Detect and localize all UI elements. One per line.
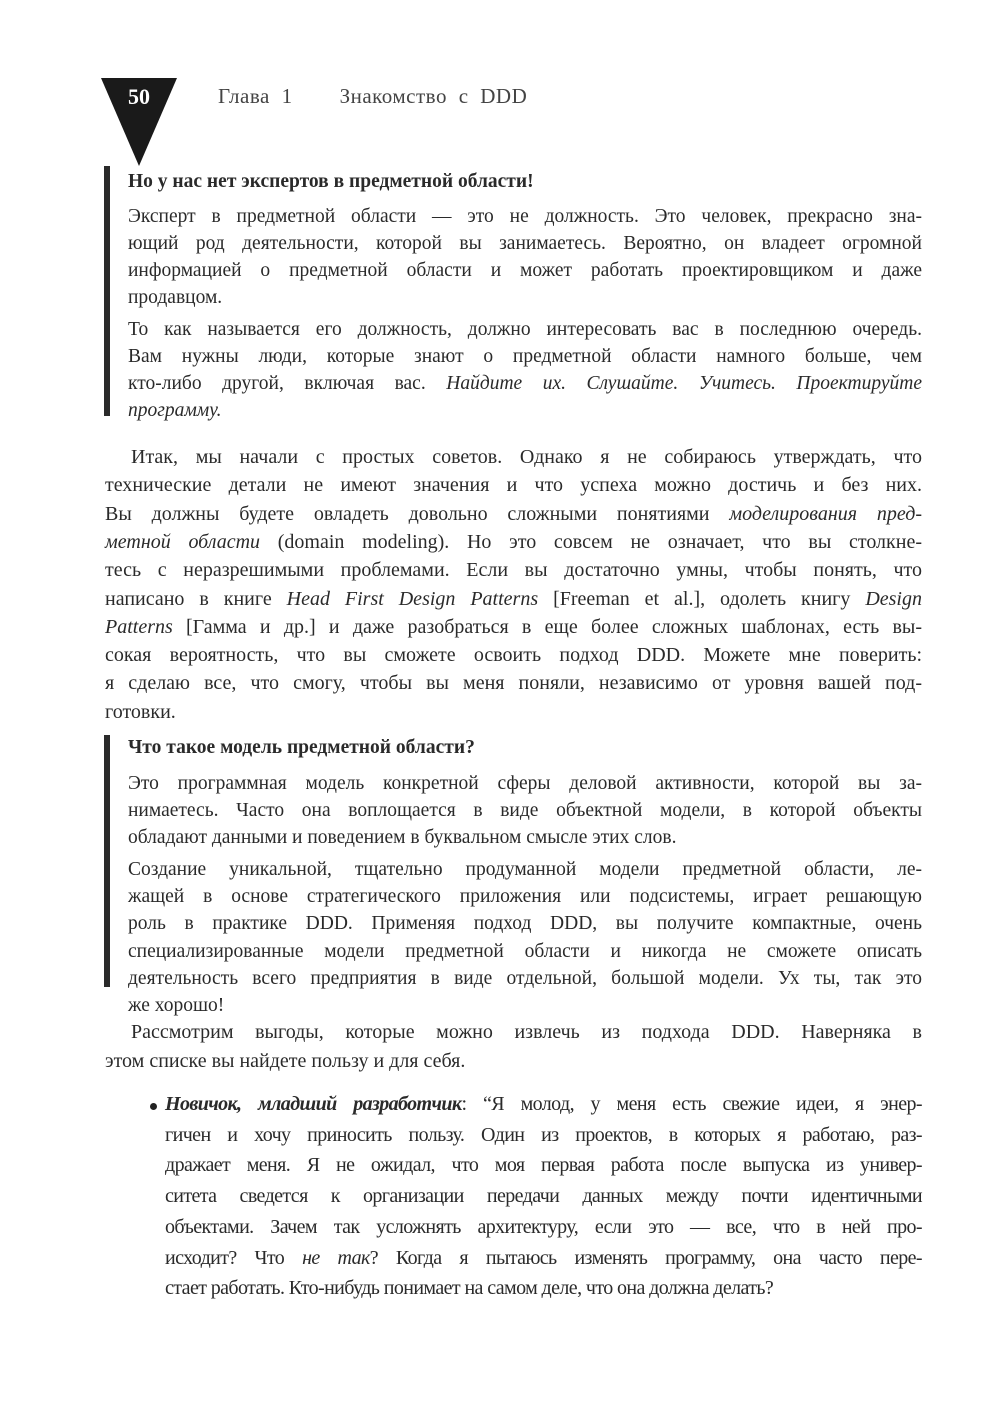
text-run: информацией о предметной области и может работать проектировщиком и даже: [128, 260, 922, 281]
para-line: [105, 615, 922, 639]
sidebar-para-line: [128, 286, 922, 310]
text-run: исходит? Что: [165, 1246, 303, 1269]
sidebar-para-line: [128, 259, 922, 283]
text-run: сокая вероятность, что вы сможете освоить подход DDD. Можете мне поверить:: [105, 644, 922, 667]
text-run: ситета сведется к организации передачи данных между почти идентичными: [165, 1185, 922, 1208]
bullet-line: [165, 1153, 922, 1177]
sidebar-para-line: [128, 858, 922, 882]
text-run: Итак, мы начали с простых советов. Однако я не собираюсь утверждать, что: [131, 446, 922, 468]
italic-text: Patterns: [105, 615, 173, 638]
bullet-line: [165, 1246, 922, 1270]
text-run: объектами. Зачем так усложнять архитектуру, если это — все, что в ней про-: [165, 1215, 922, 1238]
sidebar-para-line: [128, 318, 922, 342]
para-line: [105, 1049, 922, 1073]
sidebar-bar: [104, 166, 110, 416]
para-line: [105, 643, 922, 667]
bullet-line: [165, 1215, 922, 1239]
italic-text: моделирования пред-: [729, 502, 922, 525]
bullet-line: [165, 1184, 922, 1208]
text-run: ющий род деятельности, которой вы занимаетесь. Вероятно, он владеет огромной: [128, 233, 922, 254]
text-run: Рассмотрим выгоды, которые можно извлечь из подхода DDD. Наверняка в: [131, 1021, 922, 1043]
sidebar-para-line: [128, 799, 922, 823]
sidebar-para-line: [128, 826, 922, 850]
text-run: [Freeman et al.], одолеть книгу: [538, 587, 866, 610]
text-run: Эксперт в предметной области — это не должность. Это человек, прекрасно зна-: [128, 206, 922, 227]
bullet-line: [165, 1123, 922, 1147]
text-run: дражает меня. Я не ожидал, что моя первая работа после выпуска из универ-: [165, 1154, 922, 1177]
sidebar-para-line: [128, 994, 922, 1018]
sidebar-para-line: [128, 967, 922, 991]
text-run: я сделаю все, что смогу, чтобы вы меня поняли, независимо от уровня вашей под-: [105, 672, 922, 695]
bullet-icon: [150, 1103, 157, 1110]
italic-text: Head First Design Patterns: [286, 587, 539, 610]
italic-text: Найдите их. Слушайте. Учитесь. Проектируйте: [446, 373, 922, 394]
para-line: [131, 1020, 922, 1044]
page-number: 50: [128, 84, 150, 109]
sidebar-para-line: [128, 345, 922, 369]
text-run: же хорошо!: [128, 995, 225, 1016]
italic-text: программу.: [128, 400, 222, 421]
text-run: Вам нужны люди, которые знают о предметной области намного больше, чем: [128, 346, 922, 367]
para-line: [105, 671, 922, 695]
text-run: написано в книге: [105, 587, 287, 610]
text-run: Это программная модель конкретной сферы деловой активности, которой вы за-: [128, 773, 922, 794]
sidebar-para-line: [128, 399, 922, 423]
sidebar-para-line: [128, 372, 922, 396]
para-line: [105, 502, 922, 526]
text-run: : “Я молод, у меня есть свежие идеи, я энер-: [461, 1093, 922, 1115]
bold-text: Что такое модель предметной области?: [128, 737, 475, 758]
italic-text: не так: [302, 1246, 370, 1269]
text-run: готовки.: [105, 700, 176, 723]
sidebar-para-line: [128, 912, 922, 936]
para-line: [105, 700, 922, 724]
sidebar-para-line: [128, 232, 922, 256]
text-run: тесь с неразрешимыми проблемами. Если вы достаточно умны, чтобы понять, что: [105, 559, 922, 582]
text-run: гичен и хочу приносить пользу. Один из проектов, в которых я работаю, раз-: [165, 1123, 922, 1146]
text-run: [Гамма и др.] и даже разобраться в еще более сложных шаблонах, есть вы-: [172, 615, 922, 638]
text-run: То как называется его должность, должно интересовать вас в последнюю очередь.: [128, 319, 922, 340]
italic-text: Design: [865, 587, 922, 610]
text-run: роль в практике DDD. Применяя подход DDD, вы получите компактные, очень: [128, 913, 922, 935]
para-line: [105, 587, 922, 611]
text-run: (domain modeling). Но это совсем не означает, что вы столкне-: [260, 530, 922, 553]
text-run: ? Когда я пытаюсь изменять программу, она часто пере-: [369, 1246, 922, 1269]
running-header: Глава 1 Знакомство с DDD: [218, 84, 528, 108]
bold-italic-text: Новичок, младший разработчик: [165, 1093, 462, 1115]
para-line: [105, 473, 922, 497]
sidebar-title-line: [128, 170, 922, 194]
para-line: [105, 558, 922, 582]
bullet-line: [165, 1276, 922, 1300]
sidebar-para-line: [128, 772, 922, 796]
text-run: технические детали не имеют значения и что успеха можно достичь и без них.: [105, 474, 922, 497]
bullet-line: [165, 1092, 922, 1116]
sidebar-para-line: [128, 885, 922, 909]
text-run: жащей в основе стратегического приложения или подсистемы, играет решающую: [128, 886, 922, 908]
bold-text: Но у нас нет экспертов в предметной области!: [128, 171, 534, 192]
text-run: кто-либо другой, включая вас.: [128, 373, 447, 394]
para-line: [105, 530, 922, 554]
sidebar-bar: [104, 735, 110, 987]
text-run: нимаетесь. Часто она воплощается в виде объектной модели, в которой объекты: [128, 800, 922, 821]
text-run: стает работать. Кто-нибудь понимает на самом деле, что она должна делать?: [165, 1277, 774, 1300]
sidebar-title-line: [128, 736, 922, 760]
text-run: Вы должны будете овладеть довольно сложными понятиями: [105, 502, 730, 525]
sidebar-para-line: [128, 205, 922, 229]
text-run: этом списке вы найдете пользу и для себя.: [105, 1049, 466, 1072]
text-run: продавцом.: [128, 287, 223, 308]
text-run: деятельность всего предприятия в виде отдельной, большой модели. Ух ты, так это: [128, 967, 922, 989]
italic-text: метной области: [105, 530, 261, 553]
para-line: [131, 445, 922, 469]
text-run: специализированные модели предметной области и никогда не сможете описать: [128, 940, 922, 962]
sidebar-para-line: [128, 940, 922, 964]
text-run: обладают данными и поведением в буквальном смысле этих слов.: [128, 827, 677, 848]
text-run: Создание уникальной, тщательно продуманной модели предметной области, ле-: [128, 859, 922, 880]
